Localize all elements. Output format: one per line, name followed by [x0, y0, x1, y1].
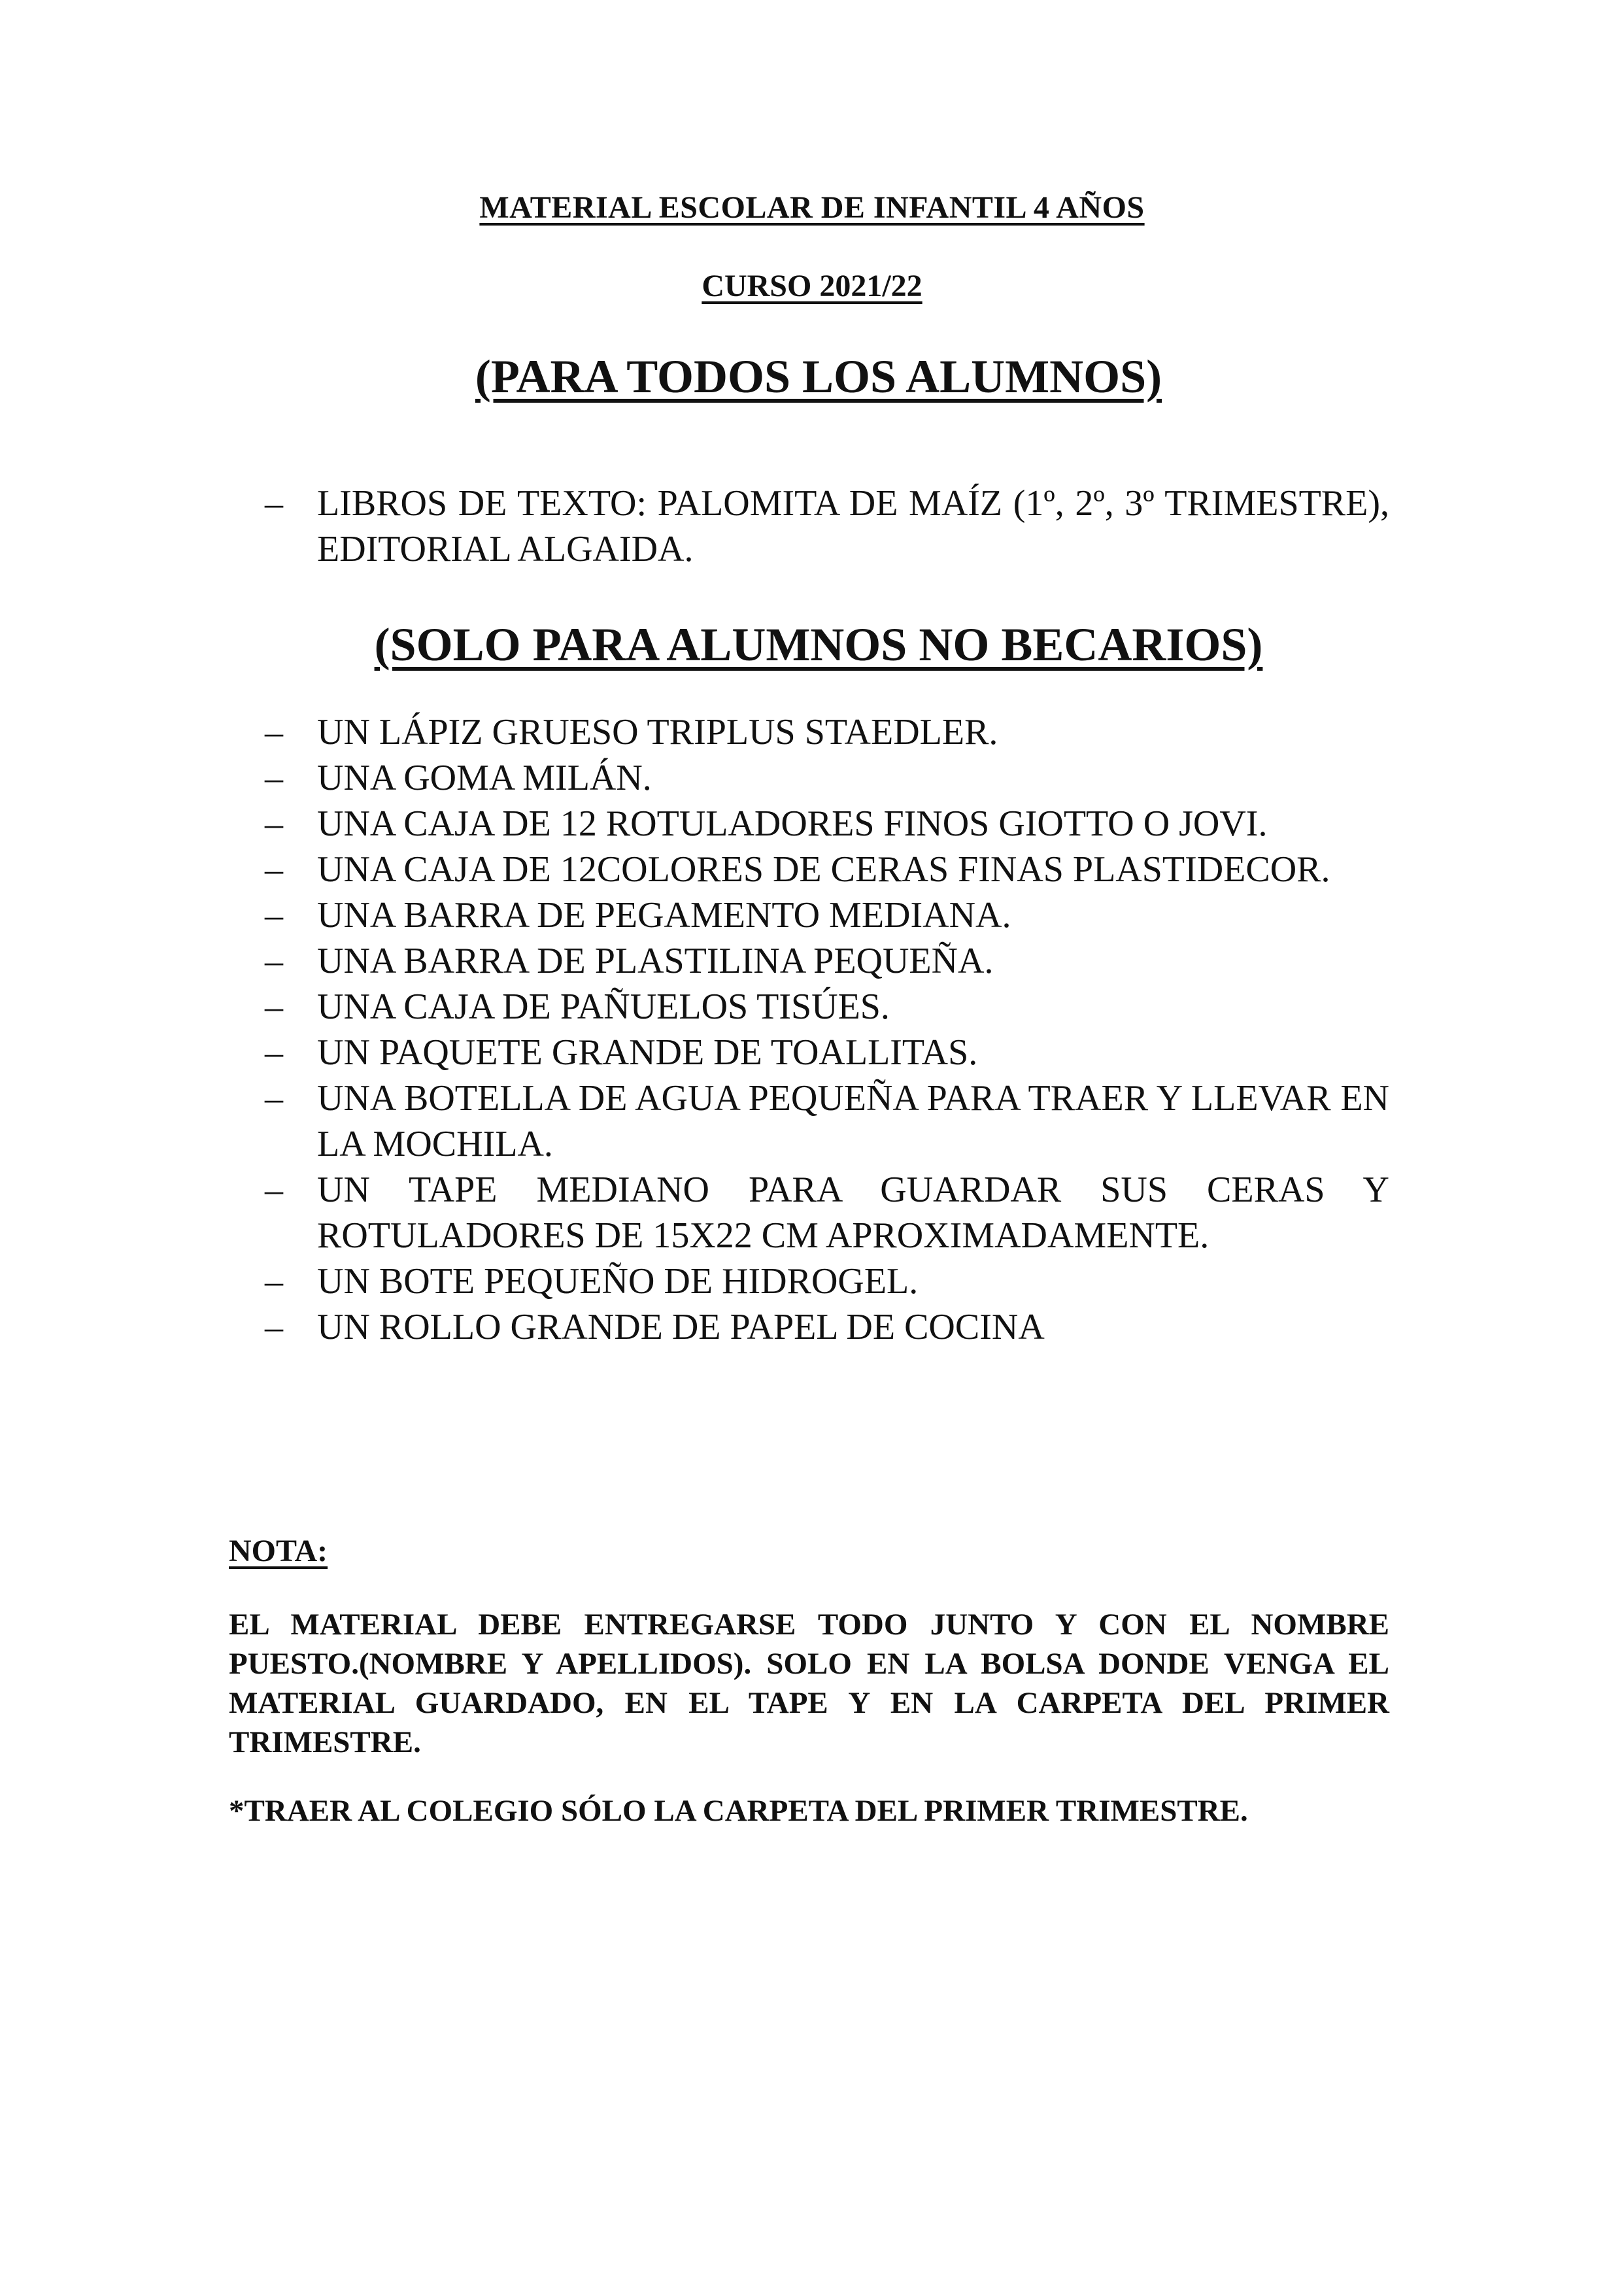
list-item-text: UN TAPE MEDIANO PARA GUARDAR SUS CERAS Y ROTULADORES DE 15X22 CM APROXIMADAMENTE.: [317, 1170, 1389, 1256]
note-extra: *TRAER AL COLEGIO SÓLO LA CARPETA DEL PRIMER TRIMESTRE.: [229, 1794, 1248, 1828]
list-dash: –: [265, 758, 283, 798]
list-item-text: UNA BARRA DE PEGAMENTO MEDIANA.: [317, 895, 1011, 936]
list-dash: –: [265, 712, 283, 752]
list-item: [265, 481, 1389, 572]
list-item-text: UN ROLLO GRANDE DE PAPEL DE COCINA: [317, 1307, 1045, 1347]
list-item: [265, 1167, 1389, 1258]
list-dash: –: [265, 803, 283, 844]
document-title: MATERIAL ESCOLAR DE INFANTIL 4 AÑOS: [479, 190, 1145, 225]
list-dash: –: [265, 1261, 283, 1302]
list-item: [265, 801, 1389, 847]
list-item-text: UN LÁPIZ GRUESO TRIPLUS STAEDLER.: [317, 712, 998, 752]
list-dash: –: [265, 1078, 283, 1119]
list-item-text: UNA GOMA MILÁN.: [317, 758, 652, 798]
list-dash: –: [265, 941, 283, 981]
list-dash: –: [265, 483, 283, 524]
list-dash: –: [265, 1170, 283, 1210]
list-non-scholarship: [265, 709, 1389, 1350]
list-item: [265, 1030, 1389, 1075]
section-title-all-students: (PARA TODOS LOS ALUMNOS): [475, 350, 1162, 403]
list-all-students: [265, 481, 1389, 572]
list-item-text: LIBROS DE TEXTO: PALOMITA DE MAÍZ (1º, 2º, 3º TRIMESTRE), EDITORIAL ALGAIDA.: [317, 483, 1389, 569]
list-dash: –: [265, 895, 283, 936]
list-item-text: UNA BOTELLA DE AGUA PEQUEÑA PARA TRAER Y LLEVAR EN LA MOCHILA.: [317, 1078, 1389, 1164]
list-item-text: UNA CAJA DE PAÑUELOS TISÚES.: [317, 987, 890, 1027]
course-label: CURSO 2021/22: [702, 269, 922, 303]
list-item: [265, 847, 1389, 892]
list-item: [265, 755, 1389, 801]
list-dash: –: [265, 1032, 283, 1073]
note-title: NOTA:: [229, 1534, 328, 1568]
list-item-text: UN BOTE PEQUEÑO DE HIDROGEL.: [317, 1261, 919, 1302]
list-item-text: UNA BARRA DE PLASTILINA PEQUEÑA.: [317, 941, 994, 981]
list-item: [265, 709, 1389, 755]
list-item: [265, 1304, 1389, 1350]
list-item: [265, 984, 1389, 1030]
list-item-text: UNA CAJA DE 12 ROTULADORES FINOS GIOTTO O JOVI.: [317, 803, 1268, 844]
list-item: [265, 892, 1389, 938]
list-item: [265, 938, 1389, 984]
list-item: [265, 1258, 1389, 1304]
list-dash: –: [265, 987, 283, 1027]
list-dash: –: [265, 849, 283, 890]
list-dash: –: [265, 1307, 283, 1347]
list-item-text: UNA CAJA DE 12COLORES DE CERAS FINAS PLASTIDECOR.: [317, 849, 1330, 890]
note-text: EL MATERIAL DEBE ENTREGARSE TODO JUNTO Y CON EL NOMBRE PUESTO.(NOMBRE Y APELLIDOS). SOLO EN LA BOLSA DONDE VENGA EL MATERIAL GUARDADO, EN EL TAPE Y EN LA CARPETA DEL PRIMER TRIMESTRE.: [229, 1608, 1389, 1759]
list-item: [265, 1075, 1389, 1167]
list-item-text: UN PAQUETE GRANDE DE TOALLITAS.: [317, 1032, 978, 1073]
section-title-non-scholarship: (SOLO PARA ALUMNOS NO BECARIOS): [374, 618, 1263, 671]
